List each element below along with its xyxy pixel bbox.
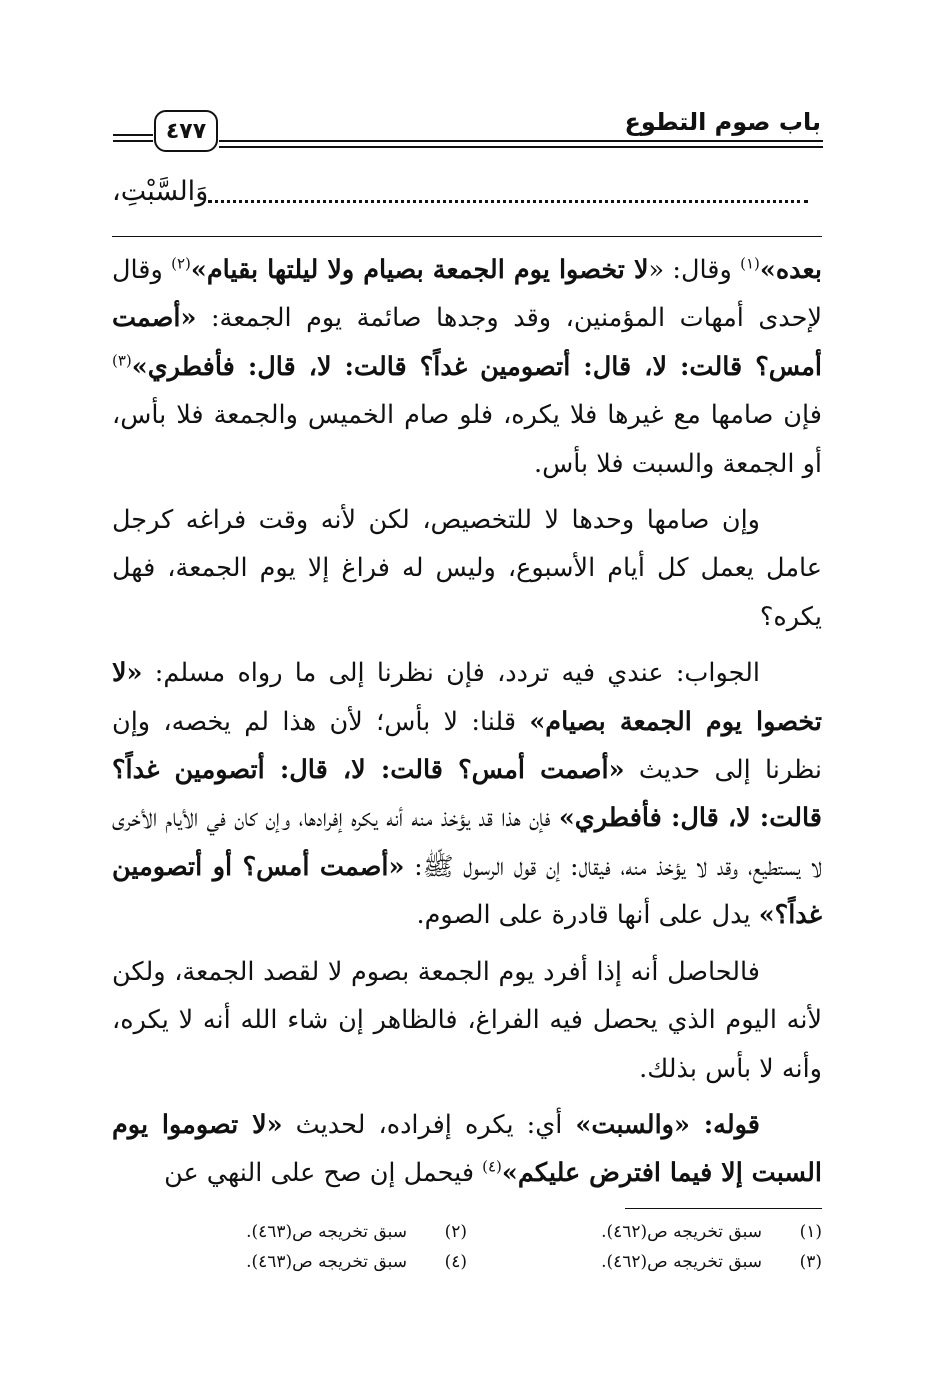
footnote-ref-4: (٤) [482,1157,502,1176]
text-run: قلنا: لا بأس؛ لأن هذا لم يخصه، وإن نظرنا إلى حديث [112,706,822,786]
matn-text: وَالسَّبْتِ، [112,176,209,207]
footnote-ref-2: (٢) [171,254,191,273]
footnote-2 [112,1222,467,1242]
text-run: فيحمل إن صح على النهي عن [164,1158,483,1189]
footnote-text: سبق تخريجه ص(٤٦٢). [601,1252,762,1272]
footnote-number: (٣) [799,1252,822,1272]
hadith-quote: «لا تصوموا يوم السبت إلا فيما افترض عليكم» [112,1109,822,1189]
hadith-quote: لا تخصوا يوم الجمعة بصيام ولا ليلتها بقيام» [190,255,649,285]
footnote-ref-1: (١) [740,254,760,273]
hadith-quote: «أصمت أمس؟ أو أتصومين غداً؟» [112,851,822,931]
text-run: يدل على أنها قادرة على الصوم. [416,900,759,931]
header-rule-right [219,140,823,148]
text-run: وقال لإحدى أمهات المؤمنين، وقد وجدها صائمة يوم الجمعة: [112,255,822,334]
matn-dotted-leader [208,186,808,203]
footnotes [112,1222,822,1272]
footnote-number: (٢) [444,1222,467,1242]
commentary-body [112,246,822,1196]
text-run: وقال: « [648,255,741,285]
footnote-text: سبق تخريجه ص(٤٦٣). [246,1252,407,1272]
header-rule-left [113,134,153,142]
quote-end: بعده» [759,255,822,285]
footnote-rule [625,1208,822,1209]
footnote-3 [467,1252,822,1272]
footnote-4 [112,1252,467,1272]
paragraph-1 [112,246,822,488]
matn-line [112,176,822,207]
page-number: ٤٧٧ [154,110,218,152]
matn-citation: قوله: «والسبت» [575,1109,760,1140]
hadith-quote: «أصمت أمس؟ قالت: لا، قال: أتصومين غداً؟ قالت: لا، قال: فأفطري» [112,303,822,382]
text-run: فإن هذا قد يؤخذ منه أنه يكره إفرادها، وإن كان في الأيام الأخرى لا يستطيع، وقد لا يؤخذ منه، فيقال: إن قول الرسول ﷺ: [112,803,822,882]
footnote-text: سبق تخريجه ص(٤٦٣). [246,1222,407,1242]
footnote-ref-3: (٣) [112,351,132,370]
text-run: فإن صامها مع غيرها فلا يكره، فلو صام الخميس والجمعة فلا بأس، أو الجمعة والسبت فلا بأس. [112,400,822,479]
paragraph-3 [112,649,822,939]
text-run: أي: يكره إفراده، لحديث [282,1109,576,1140]
footnote-1 [467,1222,822,1242]
footnote-text: سبق تخريجه ص(٤٦٢). [601,1222,762,1242]
text-run: الجواب: عندي فيه تردد، فإن نظرنا إلى ما رواه مسلم: [142,658,760,689]
footnote-number: (٤) [444,1252,467,1272]
hadith-quote: «أصمت أمس؟ قالت: لا، قال: أتصومين غداً؟ قالت: لا، قال: فأفطري» [112,755,822,834]
paragraph-4: فالحاصل أنه إذا أفرد يوم الجمعة بصوم لا لقصد الجمعة، ولكن لأنه اليوم الذي يحصل فيه الفراغ، فالظاهر إن شاء الله أنه لا يكره، وأنه لا بأس بذلك. [112,956,822,1084]
paragraph-2: وإن صامها وحدها لا للتخصيص، لكن لأنه وقت فراغه كرجل عامل يعمل كل أيام الأسبوع، وليس له فراغ إلا يوم الجمعة، فهل يكره؟ [112,505,822,632]
running-title: باب صوم التطوع [624,108,821,136]
matn-separator [112,236,822,237]
hadith-quote: «لا تخصوا يوم الجمعة بصيام» [112,658,822,737]
footnote-number: (١) [799,1222,822,1242]
paragraph-5 [112,1101,822,1196]
